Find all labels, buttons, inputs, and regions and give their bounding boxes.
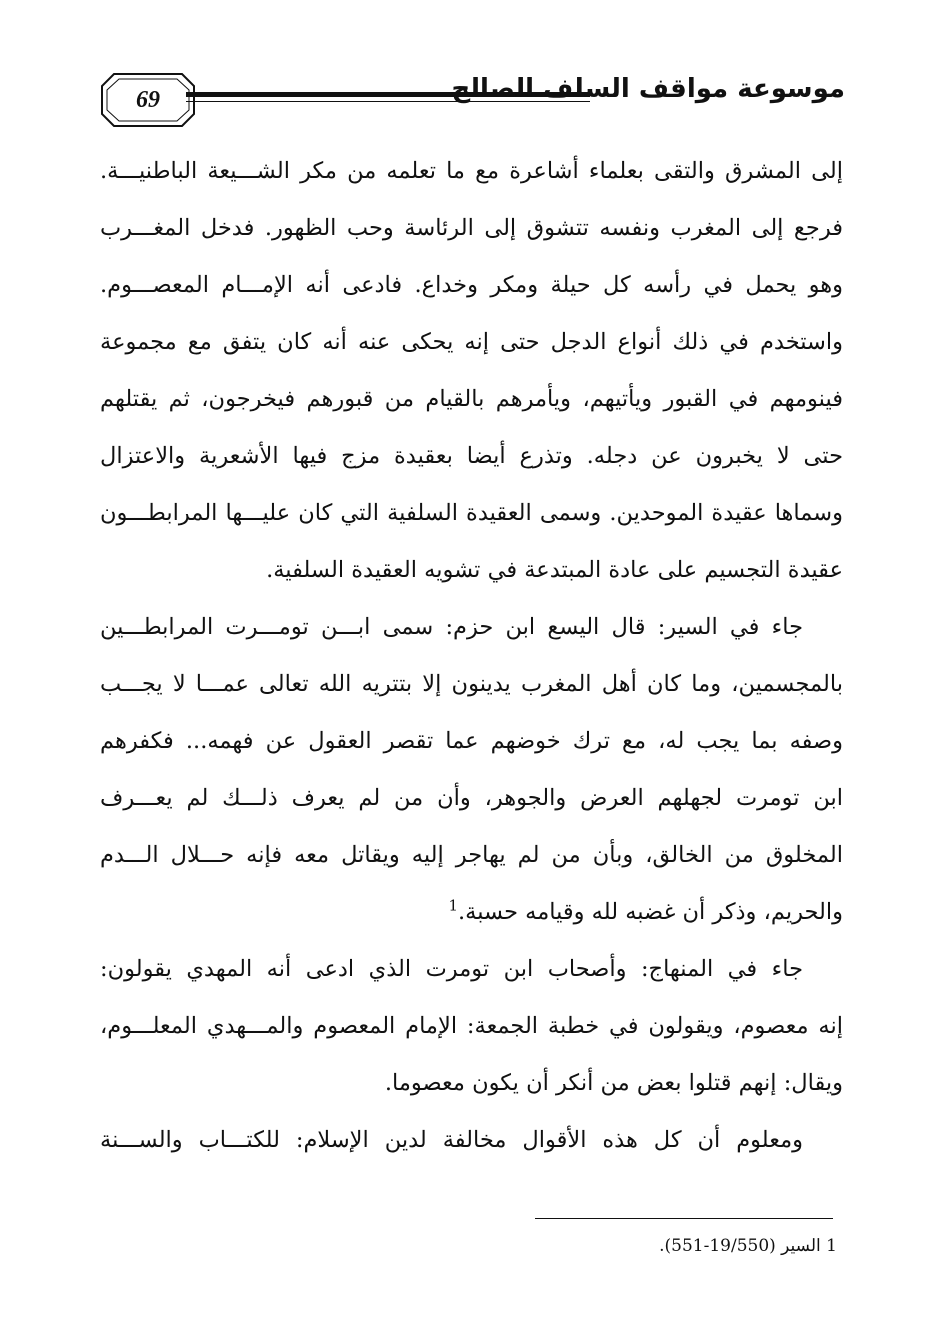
page-number-badge [100,72,196,128]
text-line: بالمجسمين، وما كان أهل المغرب يدينون إلا بتتريه الله تعالى عمـــا لا يجـــب [100,671,843,697]
footnote-number: 1 [826,1236,837,1256]
text-line: ويقال: إنهم قتلوا بعض من أنكر أن يكون معصوما. [384,1070,843,1096]
text-line: عقيدة التجسيم على عادة المبتدعة في تشويه العقيدة السلفية. [266,557,843,583]
text-line: إلى المشرق والتقى بعلماء أشاعرة مع ما تعلمه من مكر الشـــيعة الباطنيـــة. [100,158,843,184]
text-line: ومعلوم أن كل هذه الأقوال مخالفة لدين الإسلام: للكتـــاب والســـنة [100,1127,803,1153]
text-line: وصفه بما يجب له، مع ترك خوضهم عما تقصر العقول عن فهمه... فكفرهم [100,728,843,754]
text-line: جاء في المنهاج: وأصحاب ابن تومرت الذي ادعى أنه المهدي يقولون: [100,956,803,982]
text-line-with-footnote [100,884,843,941]
footnote [659,1236,837,1256]
page-number: 69 [136,87,160,113]
page-header [100,62,845,142]
footnote-text: السير (19/550-551). [659,1236,821,1256]
footnote-separator [535,1218,833,1219]
text-line: فينومهم في القبور ويأتيهم، ويأمرهم بالقيام من قبورهم فيخرجون، ثم يقتلهم [100,386,843,412]
text-line: حتى لا يخبرون عن دجله. وتذرع أيضا بعقيدة مزج فيها الأشعرية والاعتزال [100,443,843,469]
book-title: موسوعة مواقف السلف الصالح [451,74,845,104]
text-line: واستخدم في ذلك أنواع الدجل حتى إنه يحكى عنه أنه كان يتفق مع مجموعة [100,329,843,355]
footnote-marker[interactable]: 1 [448,896,459,915]
text-line: والحريم، وذكر أن غضبه لله وقيامه حسبة. [458,899,843,925]
page-body [100,143,843,1169]
text-line: وهو يحمل في رأسه كل حيلة ومكر وخداع. فادعى أنه الإمـــام المعصـــوم. [100,272,843,298]
text-line: وسماها عقيدة الموحدين. وسمى العقيدة السلفية التي كان عليـــها المرابطـــون [100,500,843,526]
text-line: جاء في السير: قال اليسع ابن حزم: سمى ابـــن تومـــرت المرابطـــين [100,614,803,640]
text-line: ابن تومرت لجهلهم العرض والجوهر، وأن من لم يعرف ذلـــك لم يعـــرف [100,785,843,811]
text-line: إنه معصوم، ويقولون في خطبة الجمعة: الإمام المعصوم والمـــهدي المعلـــوم، [100,1013,843,1039]
text-line: المخلوق من الخالق، وبأن من لم يهاجر إليه ويقاتل معه فإنه حـــلال الـــدم [100,842,843,868]
text-line: فرجع إلى المغرب ونفسه تتشوق إلى الرئاسة وحب الظهور. فدخل المغـــرب [100,215,843,241]
